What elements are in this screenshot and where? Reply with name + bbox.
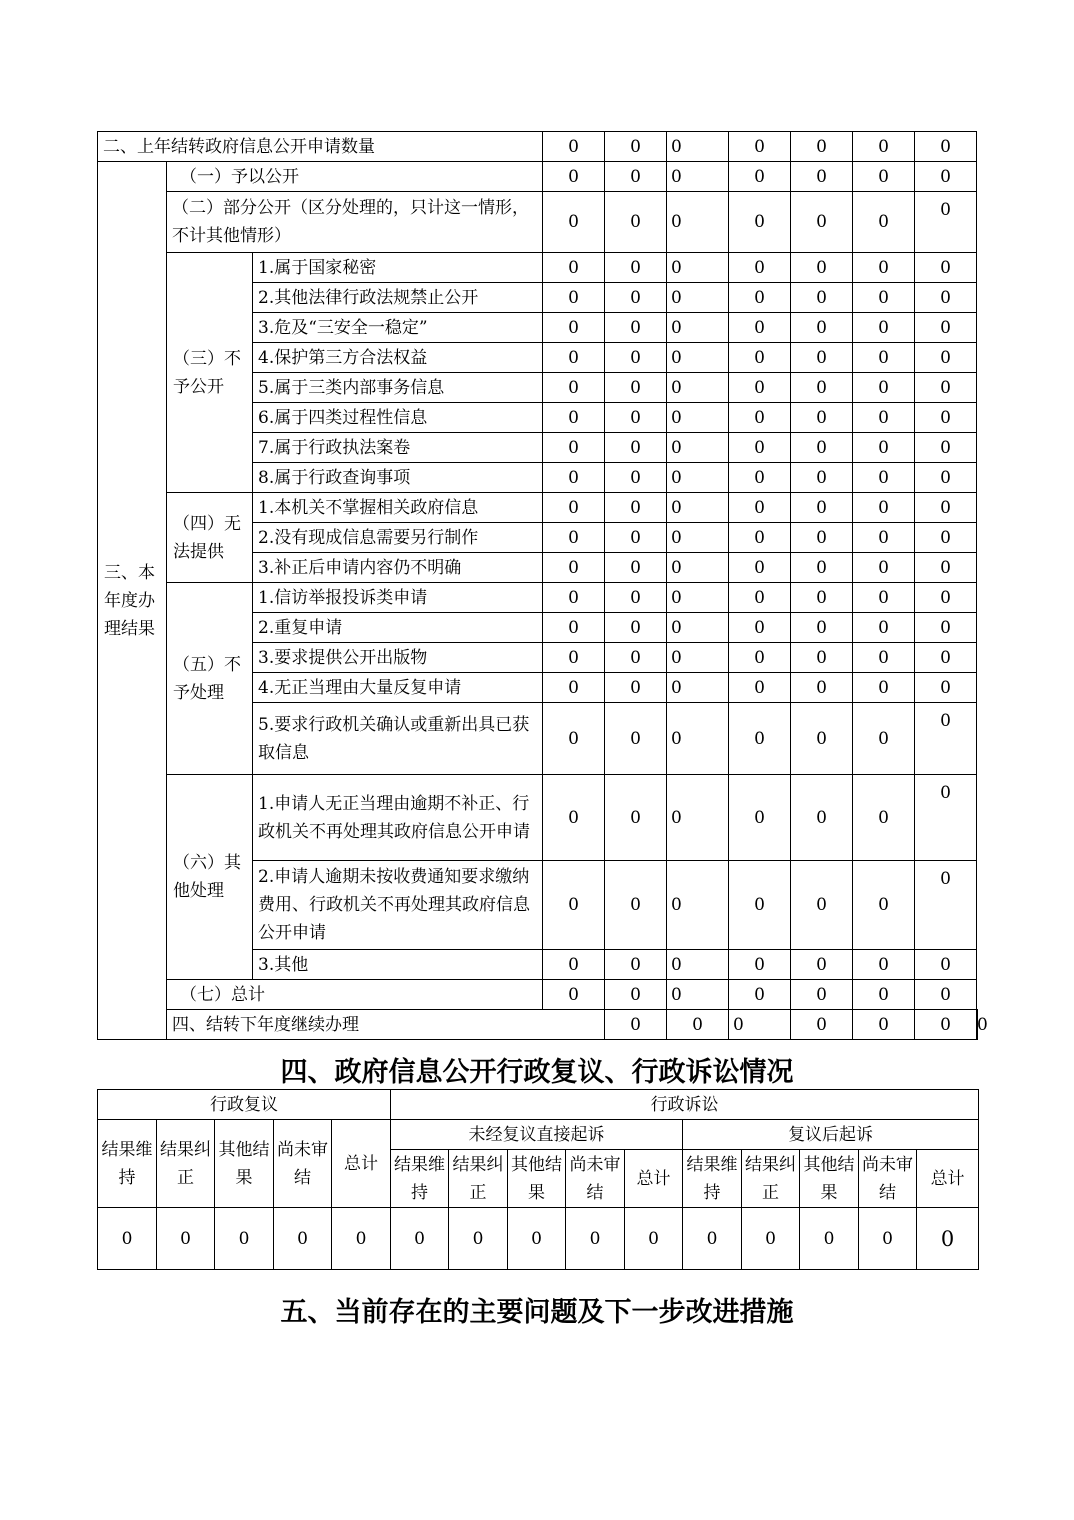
section3-label: 三、本年度办理结果 <box>98 162 167 1040</box>
table-row: （二）部分公开（区分处理的，只计这一情形，不计其他情形） 0 0 0 0 0 0 0 <box>98 192 978 253</box>
table-row: 4.无正当理由大量反复申请 0 0 0 0 0 0 0 <box>98 673 978 703</box>
table-row: 2.申请人逾期未按收费通知要求缴纳费用、行政机关不再处理其政府信息公开申请 0 0 0 0 0 0 0 <box>98 861 978 950</box>
row-label: （一）予以公开 <box>167 162 543 192</box>
section4-heading: 四、政府信息公开行政复议、行政诉讼情况 <box>280 1057 794 1088</box>
table-row: 三、本年度办理结果 （一）予以公开 0 0 0 0 0 0 0 <box>98 162 978 192</box>
litigation-header: 行政诉讼 <box>391 1090 979 1120</box>
table-row: 7.属于行政执法案卷 0 0 0 0 0 0 0 <box>98 433 978 463</box>
table-row: 4.保护第三方合法权益 0 0 0 0 0 0 0 <box>98 343 978 373</box>
table-row: 结果维持 结果纠正 其他结果 尚未审结 总计 结果维持 结果纠正 其他结果 尚未审结 总计 <box>98 1150 979 1208</box>
table-row: （三）不予公开 1.属于国家秘密 0 0 0 0 0 0 0 <box>98 253 978 283</box>
table-row: 5.要求行政机关确认或重新出具已获取信息 0 0 0 0 0 0 0 <box>98 703 978 775</box>
group-label: （三）不予公开 <box>167 253 253 493</box>
section5-heading: 五、当前存在的主要问题及下一步改进措施 <box>280 1297 794 1328</box>
table-row: 0 0 0 0 0 0 0 0 0 0 0 0 0 0 0 <box>98 1208 979 1270</box>
table-row: 四、结转下年度继续办理 0 0 0 0 0 0 0 <box>98 1010 978 1040</box>
table-row: （六）其他处理 1.申请人无正当理由逾期不补正、行政机关不再处理其政府信息公开申请 0 0 0 0 0 0 0 <box>98 775 978 861</box>
direct-suit-header: 未经复议直接起诉 <box>391 1120 683 1150</box>
table-row: （四）无法提供 1.本机关不掌握相关政府信息 0 0 0 0 0 0 0 <box>98 493 978 523</box>
table-row: 3.危及“三安全一稳定” 0 0 0 0 0 0 0 <box>98 313 978 343</box>
table-row: 二、上年结转政府信息公开申请数量 0 0 0 0 0 0 0 <box>98 132 978 162</box>
table-row: 2.其他法律行政法规禁止公开 0 0 0 0 0 0 0 <box>98 283 978 313</box>
table-row: （七）总计 0 0 0 0 0 0 0 <box>98 980 978 1010</box>
group-label: （四）无法提供 <box>167 493 253 583</box>
table-row: 3.其他 0 0 0 0 0 0 0 <box>98 950 978 980</box>
table-row: 8.属于行政查询事项 0 0 0 0 0 0 0 <box>98 463 978 493</box>
table-row: 3.补正后申请内容仍不明确 0 0 0 0 0 0 0 <box>98 553 978 583</box>
application-results-table <box>97 131 988 1040</box>
table-row: （五）不予处理 1.信访举报投诉类申请 0 0 0 0 0 0 0 <box>98 583 978 613</box>
group-label: （五）不予处理 <box>167 583 253 775</box>
table-row: 3.要求提供公开出版物 0 0 0 0 0 0 0 <box>98 643 978 673</box>
after-review-header: 复议后起诉 <box>683 1120 979 1150</box>
review-litigation-table <box>97 1089 979 1270</box>
group-label: （六）其他处理 <box>167 775 253 980</box>
table-row: 2.没有现成信息需要另行制作 0 0 0 0 0 0 0 <box>98 523 978 553</box>
row-label: 二、上年结转政府信息公开申请数量 <box>98 132 543 162</box>
row-label: （二）部分公开（区分处理的，只计这一情形，不计其他情形） <box>167 192 543 253</box>
table-row: 6.属于四类过程性信息 0 0 0 0 0 0 0 <box>98 403 978 433</box>
row-label: 四、结转下年度继续办理 <box>167 1010 605 1040</box>
table-row: 5.属于三类内部事务信息 0 0 0 0 0 0 0 <box>98 373 978 403</box>
table-row: 2.重复申请 0 0 0 0 0 0 0 <box>98 613 978 643</box>
row-label: （七）总计 <box>167 980 543 1010</box>
review-header: 行政复议 <box>98 1090 391 1120</box>
table-row: 结果维持 结果纠正 其他结果 尚未审结 总计 未经复议直接起诉 复议后起诉 <box>98 1120 979 1150</box>
table-row <box>98 1090 979 1120</box>
